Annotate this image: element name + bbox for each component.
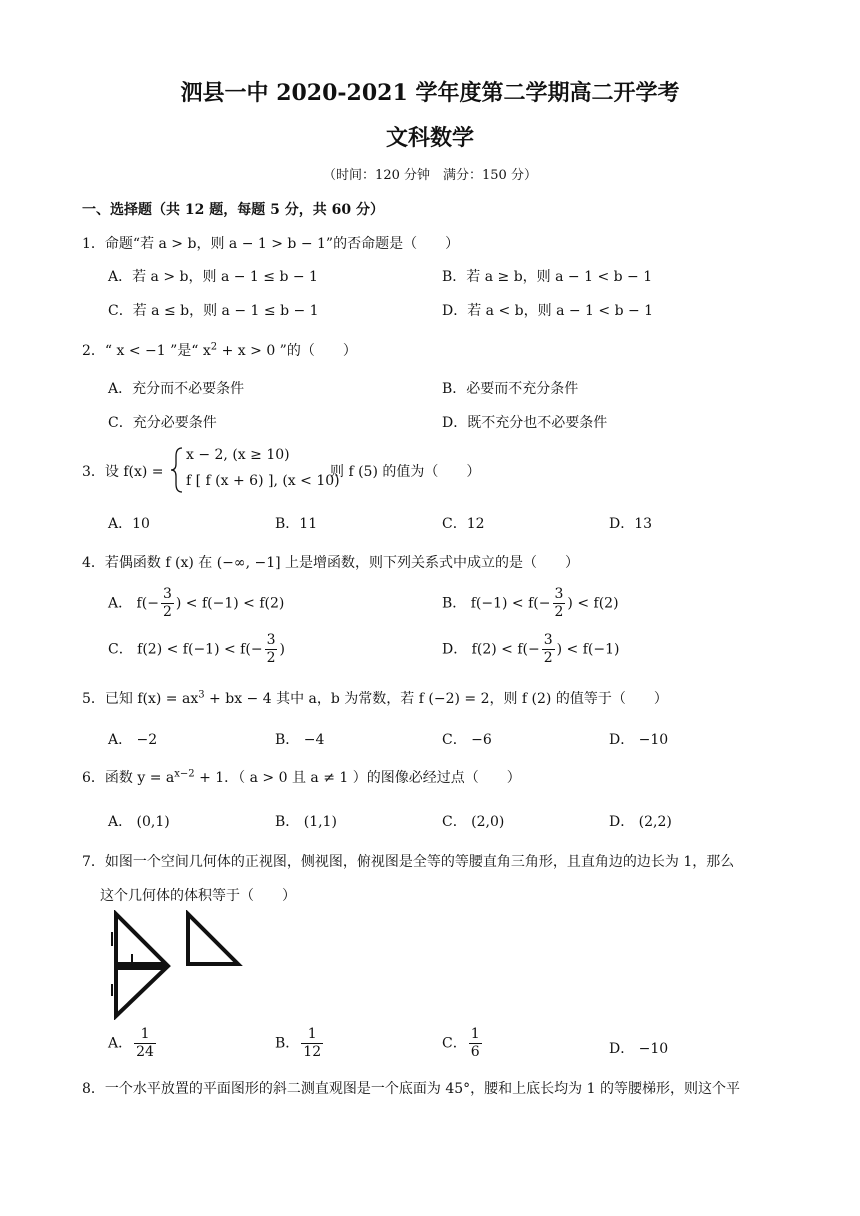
q7-c-frac-den: 6 — [470, 1044, 480, 1060]
q4-b-frac-num: 3 — [554, 586, 564, 602]
q1-stem: 1．命题“若 a > b，则 a − 1 > b − 1”的否命题是（ ） — [82, 236, 460, 252]
q3-option-a: A．10 — [108, 516, 150, 532]
q8-stem: 8．一个水平放置的平面图形的斜二测直观图是一个底面为 45°，腰和上底长均为 1 的等腰梯形，则这个平 — [82, 1081, 740, 1097]
q6-option-b: B． (1,1) — [275, 814, 337, 830]
q5-option-a: A． −2 — [108, 732, 158, 748]
q4-b-frac — [553, 586, 566, 621]
q4-c-post: ) — [279, 641, 285, 658]
q5-stem — [82, 688, 668, 708]
q6-option-d: D． (2,2) — [609, 814, 672, 830]
q4-option-a — [108, 586, 284, 621]
q7-option-a — [108, 1026, 158, 1061]
q7-c-frac — [469, 1026, 482, 1061]
q5-option-b: B． −4 — [275, 732, 325, 748]
q7-front-view — [112, 914, 166, 964]
q4-a-post: ) < f(−1) < f(2) — [175, 595, 285, 612]
q4-a-pre: A． f(− — [108, 595, 159, 612]
q2-stem — [82, 340, 357, 360]
q2-stem-post: + x > 0 ”的（ ） — [217, 343, 357, 359]
q6-option-c: C． (2,0) — [442, 814, 505, 830]
q7-option-c — [442, 1026, 484, 1061]
q7-b-frac-den: 12 — [303, 1044, 322, 1060]
q7-b-frac-num: 1 — [301, 1026, 323, 1044]
q3-option-c: C．12 — [442, 516, 485, 532]
q3-option-d: D．13 — [609, 516, 653, 532]
q7-a-label: A． — [108, 1035, 133, 1052]
q4-option-c — [108, 632, 285, 667]
q7-stem-line2: 这个几何体的体积等于（ ） — [100, 888, 296, 904]
q7-a-frac — [134, 1026, 156, 1061]
q4-c-pre: C． f(2) < f(−1) < f(− — [108, 641, 263, 658]
q6-option-a: A． (0,1) — [108, 814, 170, 830]
q7-a-frac-num: 1 — [134, 1026, 156, 1044]
section-heading: 一、选择题（共 12 题，每题 5 分，共 60 分） — [82, 202, 384, 218]
q7-stem-line1: 7．如图一个空间几何体的正视图，侧视图，俯视图是全等的等腰直角三角形，且直角边的边长为 1，那么 — [82, 854, 735, 870]
exam-meta: （时间：120 分钟 满分：150 分） — [323, 168, 537, 183]
q6-stem-sup: x−2 — [174, 768, 195, 780]
q7-option-b — [275, 1026, 325, 1061]
q2-option-c: C．充分必要条件 — [108, 415, 217, 431]
q2-option-a: A．充分而不必要条件 — [108, 381, 245, 397]
q1-option-b: B．若 a ≥ b，则 a − 1 < b − 1 — [442, 269, 653, 285]
q3-case1: x − 2, (x ≥ 10) — [186, 447, 290, 463]
q3-option-b: B．11 — [275, 516, 318, 532]
q7-side-view — [188, 914, 238, 964]
q4-d-frac-num: 3 — [543, 632, 553, 648]
q2-option-d: D．既不充分也不必要条件 — [442, 415, 608, 431]
q4-d-frac-den: 2 — [543, 650, 553, 666]
q4-b-pre: B． f(−1) < f(− — [442, 595, 551, 612]
q2-stem-pre: 2．“ x < −1 ”是“ x — [82, 343, 211, 359]
q4-d-pre: D． f(2) < f(− — [442, 641, 540, 658]
q1-option-a: A．若 a > b，则 a − 1 ≤ b − 1 — [108, 269, 318, 285]
exam-subject: 文科数学 — [385, 125, 474, 151]
q4-option-d — [442, 632, 619, 667]
q4-a-frac-den: 2 — [162, 604, 172, 620]
q1-option-d: D．若 a < b，则 a − 1 < b − 1 — [442, 303, 654, 319]
q5-option-d: D． −10 — [609, 732, 669, 748]
q4-c-frac-num: 3 — [266, 632, 276, 648]
q6-stem-pre: 6．函数 y = a — [82, 770, 175, 786]
q5-stem-sup: 3 — [198, 689, 205, 701]
q4-option-b — [442, 586, 619, 621]
q7-b-frac — [301, 1026, 323, 1061]
q6-stem — [82, 767, 521, 787]
q4-stem: 4．若偶函数 f (x) 在 (−∞, −1] 上是增函数，则下列关系式中成立的是（ ） — [82, 555, 580, 571]
q7-top-view — [112, 968, 166, 1016]
q5-option-c: C． −6 — [442, 732, 492, 748]
q6-stem-post: + 1．（ a > 0 且 a ≠ 1 ）的图像必经过点（ ） — [194, 770, 521, 786]
q7-a-frac-den: 24 — [136, 1044, 154, 1060]
q4-b-post: ) < f(2) — [567, 595, 619, 612]
q7-c-label: C． — [442, 1035, 467, 1052]
q7-three-view-figure — [108, 910, 248, 1020]
q2-stem-sup: 2 — [210, 341, 218, 353]
q4-c-frac-den: 2 — [266, 650, 276, 666]
q4-d-frac — [542, 632, 555, 667]
q5-stem-pre: 5．已知 f(x) = ax — [82, 691, 199, 707]
q3-post: 则 f (5) 的值为（ ） — [330, 464, 481, 480]
q4-b-frac-den: 2 — [554, 604, 564, 620]
q3-brace — [170, 446, 184, 494]
q3-case2: f [ f (x + 6) ], (x < 10) — [186, 473, 340, 489]
q5-stem-post: + bx − 4 其中 a，b 为常数，若 f (−2) = 2，则 f (2) 的值等于（ ） — [204, 691, 668, 707]
q2-option-b: B．必要而不充分条件 — [442, 381, 579, 397]
q7-b-label: B． — [275, 1035, 300, 1052]
q7-option-d: D． −10 — [609, 1041, 669, 1057]
q4-d-post: ) < f(−1) — [556, 641, 620, 658]
q1-option-c: C．若 a ≤ b，则 a − 1 ≤ b − 1 — [108, 303, 319, 319]
q4-c-frac — [265, 632, 278, 667]
q3-pre: 3．设 f(x) = — [82, 464, 164, 480]
q4-a-frac — [161, 586, 174, 621]
q4-a-frac-num: 3 — [162, 586, 172, 602]
exam-title: 泗县一中 2020-2021 学年度第二学期高二开学考 — [180, 80, 680, 106]
q7-c-frac-num: 1 — [470, 1026, 480, 1042]
